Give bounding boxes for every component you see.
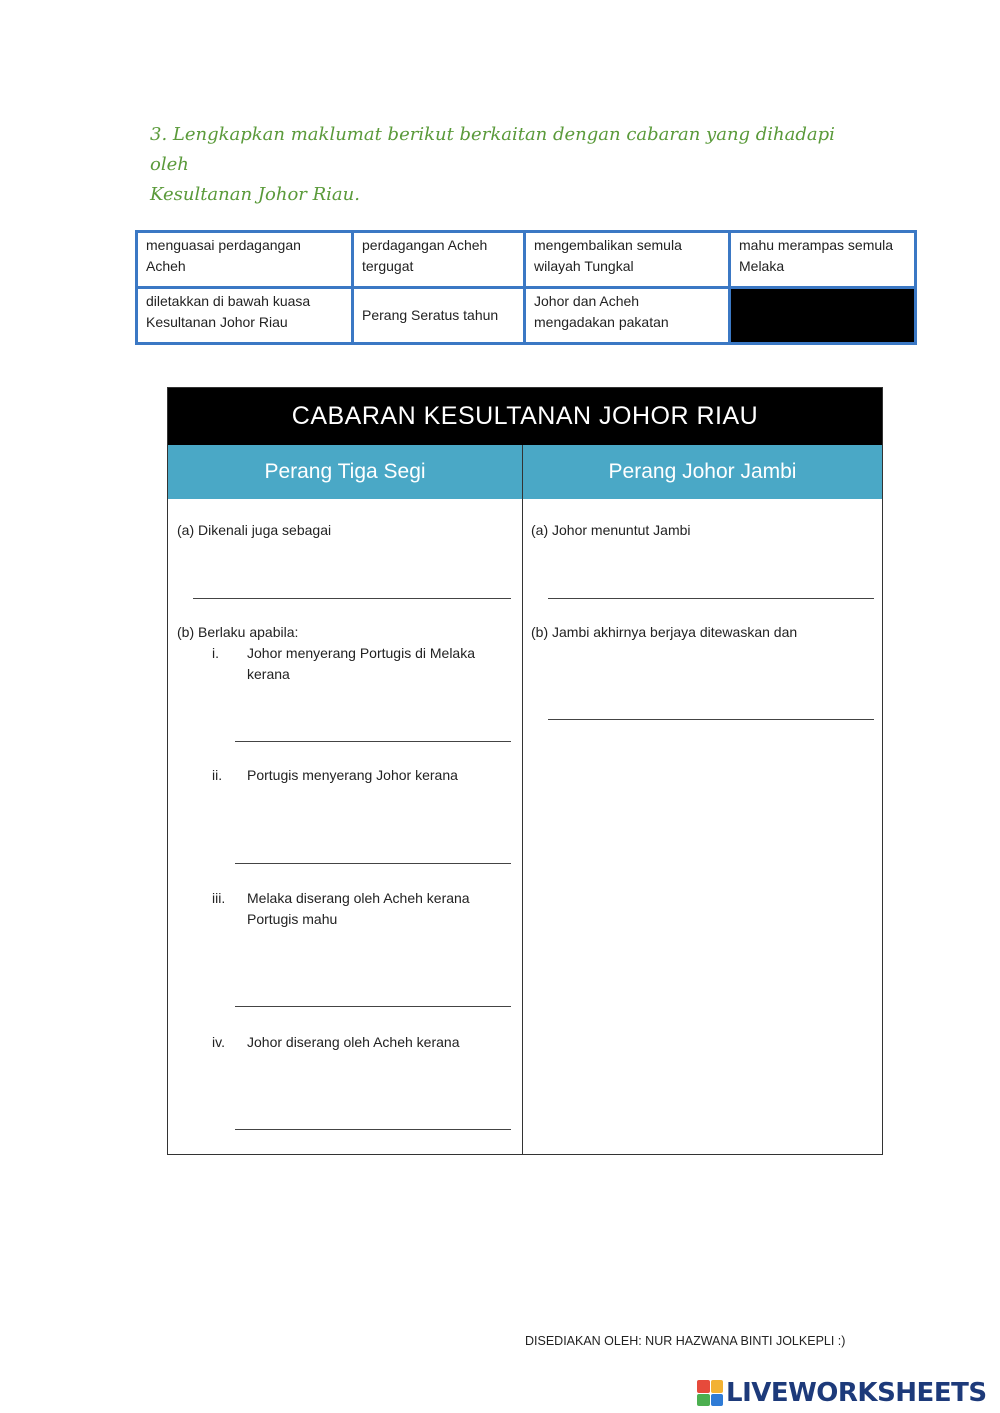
word-bank-cell[interactable]: mahu merampas semula Melaka xyxy=(730,232,916,288)
item-number: iii. xyxy=(212,890,226,906)
answer-blank-right-a[interactable] xyxy=(548,598,874,599)
item-number: ii. xyxy=(212,767,223,783)
question-line-1: 3. Lengkapkan maklumat berikut berkaitan dengan cabaran yang dihadapi oleh xyxy=(150,124,835,175)
item-number: iv. xyxy=(212,1034,225,1050)
answer-blank-left-a[interactable] xyxy=(193,598,511,599)
left-column-header: Perang Tiga Segi xyxy=(168,445,523,499)
item-line: Melaka diserang oleh Acheh kerana xyxy=(247,890,470,906)
word-bank-cell[interactable]: perdagangan Acheh tergugat xyxy=(353,232,525,288)
answer-blank-left-b-iv[interactable] xyxy=(235,1129,511,1130)
left-question-a: (a) Dikenali juga sebagai xyxy=(177,522,332,538)
item-text: Portugis menyerang Johor kerana xyxy=(247,767,458,783)
column-divider xyxy=(522,445,523,1154)
answer-blank-right-b[interactable] xyxy=(548,719,874,720)
liveworksheets-brand[interactable] xyxy=(697,1376,987,1410)
item-line: kerana xyxy=(247,666,290,682)
word-bank-cell[interactable]: Perang Seratus tahun xyxy=(353,288,525,344)
item-text: Johor diserang oleh Acheh kerana xyxy=(247,1034,460,1050)
word-bank-cell-hidden xyxy=(730,288,916,344)
word-bank-cell[interactable]: diletakkan di bawah kuasa Kesultanan Johor Riau xyxy=(137,288,353,344)
right-question-a: (a) Johor menuntut Jambi xyxy=(531,522,691,538)
item-number: i. xyxy=(212,645,219,661)
answer-blank-left-b-i[interactable] xyxy=(235,741,511,742)
brand-name: LIVEWORKSHEETS xyxy=(726,1378,987,1408)
table-title: CABARAN KESULTANAN JOHOR RIAU xyxy=(168,388,882,445)
author-credit: DISEDIAKAN OLEH: NUR HAZWANA BINTI JOLKEPLI :) xyxy=(525,1334,846,1348)
liveworksheets-logo-icon xyxy=(697,1380,723,1406)
item-line: Portugis mahu xyxy=(247,911,338,927)
item-line: Johor menyerang Portugis di Melaka xyxy=(247,645,476,661)
item-text xyxy=(247,888,512,930)
item-text xyxy=(247,643,512,685)
question-line-2: Kesultanan Johor Riau. xyxy=(150,184,360,205)
question-text xyxy=(150,120,850,210)
word-bank-cell[interactable]: menguasai perdagangan Acheh xyxy=(137,232,353,288)
answer-blank-left-b-iii[interactable] xyxy=(235,1006,511,1007)
challenges-table xyxy=(167,387,883,1155)
left-question-b: (b) Berlaku apabila: xyxy=(177,624,299,640)
word-bank-table xyxy=(135,230,917,345)
answer-blank-left-b-ii[interactable] xyxy=(235,863,511,864)
right-column-header: Perang Johor Jambi xyxy=(523,445,882,499)
right-question-b: (b) Jambi akhirnya berjaya ditewaskan dan xyxy=(531,624,798,640)
word-bank-row xyxy=(137,288,916,344)
word-bank-row xyxy=(137,232,916,288)
word-bank-cell[interactable]: mengembalikan semula wilayah Tungkal xyxy=(525,232,730,288)
word-bank-cell[interactable]: Johor dan Acheh mengadakan pakatan xyxy=(525,288,730,344)
